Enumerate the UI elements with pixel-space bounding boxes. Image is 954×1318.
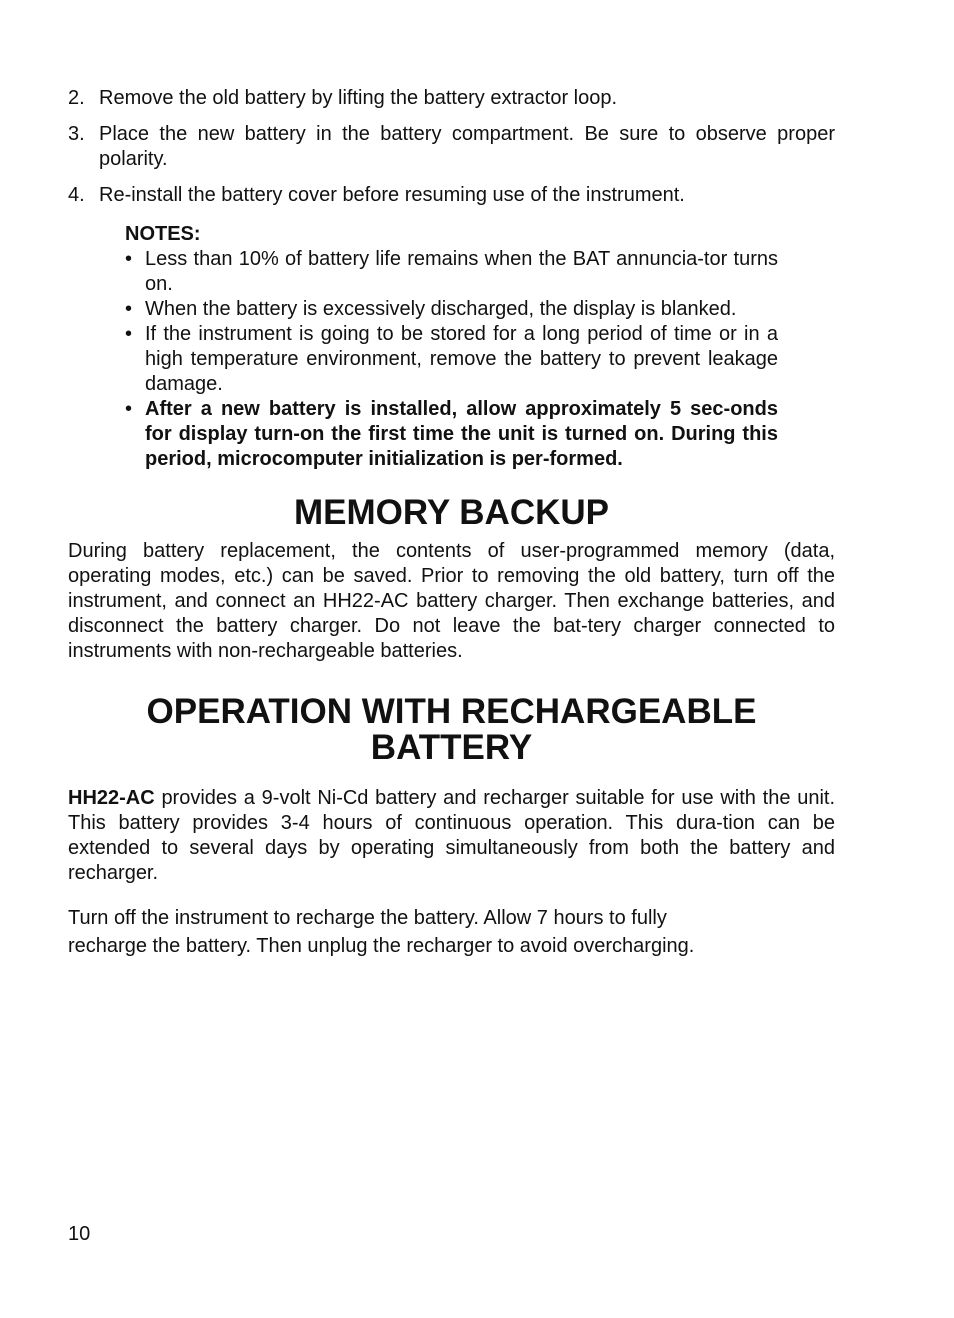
memory-backup-heading: MEMORY BACKUP	[293, 493, 610, 532]
bullet-icon: •	[125, 323, 133, 345]
note-text: If the instrument is going to be stored for a long period of time or in a high temperature environment, remove the battery to prevent leakage damage.	[145, 323, 778, 395]
memory-backup-paragraph: During battery replacement, the contents of user-programmed memory (data, operating modes, etc.) can be saved. Prior to removing the old battery, turn off the instrument, and connect an HH22-AC battery charger. Then exchange batteries, and disconnect the battery charger. Do not leave the bat-tery charger connected to instruments with non-rechargeable batteries.	[68, 540, 835, 662]
bullet-icon: •	[125, 398, 133, 420]
step-2	[68, 86, 835, 111]
step-3	[68, 122, 835, 172]
step-4	[68, 183, 835, 208]
page-number: 10	[68, 1223, 91, 1245]
step-text: Place the new battery in the battery compartment. Be sure to observe proper polarity.	[99, 123, 835, 170]
note-text: After a new battery is installed, allow approximately 5 sec-onds for display turn-on the first time the unit is turned on. During this period, microcomputer initialization is per-formed.	[145, 398, 778, 470]
rechargeable-heading-line1: OPERATION WITH RECHARGEABLE	[146, 692, 757, 731]
note-item	[125, 297, 778, 322]
notes-heading: NOTES:	[125, 223, 201, 245]
note-item	[125, 247, 778, 297]
rechargeable-heading	[68, 694, 835, 766]
note-item	[125, 322, 778, 397]
step-number: 3.	[68, 123, 85, 145]
step-text: Remove the old battery by lifting the battery extractor loop.	[99, 87, 618, 109]
step-text: Re-install the battery cover before resuming use of the instrument.	[99, 184, 685, 206]
note-text: When the battery is excessively discharged, the display is blanked.	[145, 298, 737, 320]
note-text: Less than 10% of battery life remains when the BAT annuncia-tor turns on.	[145, 248, 778, 295]
paragraph-line: recharge the battery. Then unplug the recharger to avoid overcharging.	[68, 935, 695, 957]
notes-block	[125, 222, 778, 472]
note-item-important	[125, 397, 778, 472]
bullet-icon: •	[125, 248, 133, 270]
step-number: 4.	[68, 184, 85, 206]
bullet-icon: •	[125, 298, 133, 320]
paragraph-line: Turn off the instrument to recharge the battery. Allow 7 hours to fully	[68, 907, 667, 929]
rechargeable-paragraph-2	[68, 904, 835, 960]
paragraph-text: provides a 9-volt Ni-Cd battery and recharger suitable for use with the unit. This battery provides 3-4 hours of continuous operation. This dura-tion can be extended to several days by operating simultaneously from both the battery and recharger.	[68, 787, 835, 884]
step-number: 2.	[68, 87, 85, 109]
rechargeable-paragraph-1	[68, 786, 835, 886]
rechargeable-heading-line2: BATTERY	[370, 728, 533, 767]
page-content	[68, 86, 835, 960]
product-code: HH22-AC	[68, 787, 155, 809]
